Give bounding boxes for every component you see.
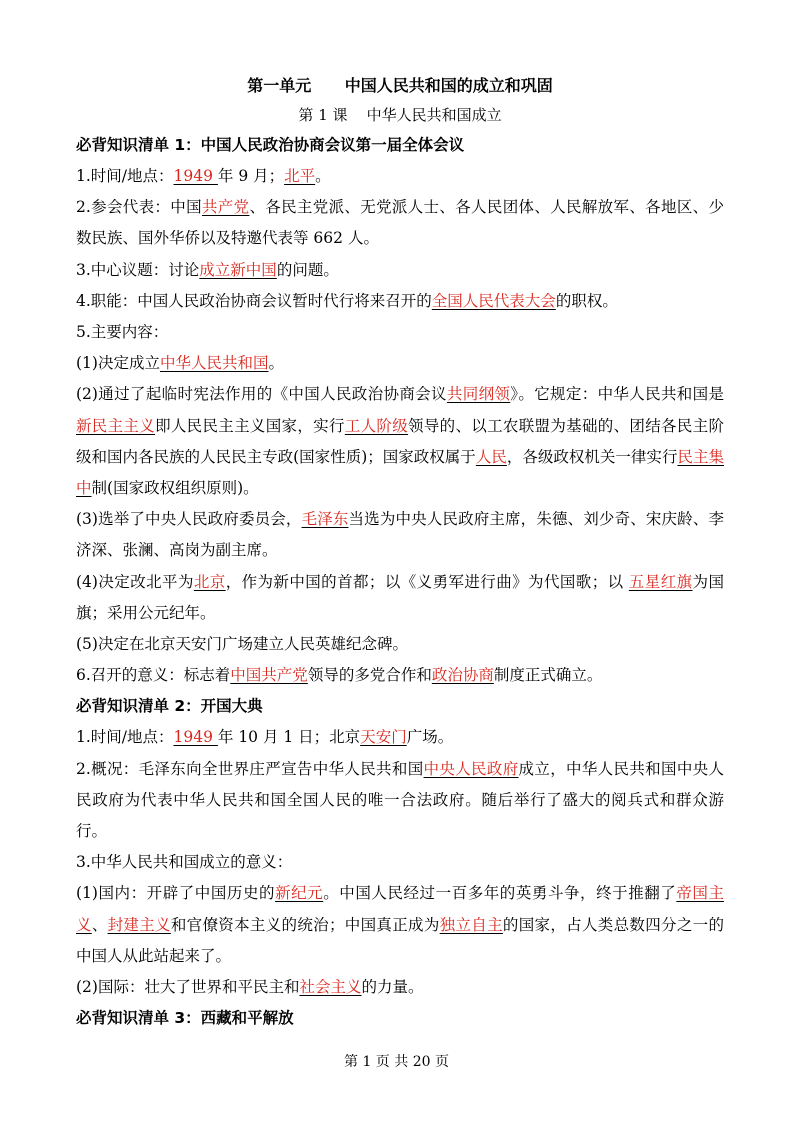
paragraph [76, 567, 724, 629]
paragraph [76, 286, 724, 317]
keyword-answer: 工人阶级 [344, 416, 409, 435]
text-run: 领导的、以工农联盟为基础的、团结各民主阶级和国内各民族的人民民主专政(国家性质)；国家政权属于 [76, 416, 724, 466]
text-run: 、各民主党派、无党派人士、各人民团体、人民解放军、各地区、少数民族、国外华侨以及特邀代表等 662 人。 [76, 198, 724, 248]
keyword-answer: 天安门 [360, 728, 407, 747]
text-run: 1.时间/地点： [76, 728, 174, 747]
text-run: (3)选举了中央人民政府委员会， [76, 510, 302, 529]
text-run: 年 10 月 1 日；北京 [217, 728, 361, 747]
text-run: 制度正式确立。 [493, 666, 603, 685]
text-run: 。中国人民经过一百多年的英勇斗争，终于推翻了 [323, 884, 677, 903]
section-heading: 必背知识清单 3：西藏和平解放 [76, 1009, 294, 1028]
unit-title: 第一单元 中国人民共和国的成立和巩固 [247, 76, 553, 95]
keyword-answer: 封建主义 [107, 915, 171, 934]
text-run: (4)决定改北平为 [76, 572, 194, 591]
text-run: 制(国家政权组织原则)。 [91, 479, 259, 498]
text-run: 2.概况：毛泽东向全世界庄严宣告中华人民共和国 [76, 759, 424, 778]
text-run: 领导的多党合作和 [307, 666, 432, 685]
text-run: 3.中华人民共和国成立的意义： [76, 853, 293, 872]
keyword-answer: 全国人民代表大会 [431, 291, 556, 310]
text-run: 。 [268, 354, 284, 373]
section-heading: 必背知识清单 1：中国人民政治协商会议第一届全体会议 [76, 136, 465, 154]
keyword-answer: 中央人民政府 [423, 759, 519, 778]
paragraph [76, 722, 724, 753]
text-run: 的问题。 [276, 260, 339, 279]
keyword-answer: 中国共产党 [230, 666, 308, 685]
keyword-answer: 帝国主义 [76, 884, 724, 934]
keyword-answer: 北京 [193, 572, 226, 591]
text-run: 6.召开的意义：标志着 [76, 666, 231, 685]
keyword-answer: 北平 [284, 167, 316, 185]
paragraph [76, 348, 724, 379]
keyword-answer: 人民 [475, 447, 507, 466]
text-run: 2.参会代表：中国 [76, 198, 202, 217]
keyword-answer: 1949 [173, 728, 218, 747]
paragraph [76, 660, 724, 691]
text-run: 的职权。 [555, 291, 618, 310]
text-run: 3.中心议题：讨论 [76, 260, 200, 279]
text-run: 》。它规定：中华人民共和国是 [510, 385, 724, 404]
keyword-answer: 社会主义 [299, 978, 362, 997]
text-run: (2)通过了起临时宪法作用的《中国人民政治协商会议 [76, 385, 447, 404]
text-run: 即人民民主主义国家，实行 [155, 416, 345, 435]
keyword-answer: 独立自主 [439, 915, 503, 934]
keyword-answer: 毛泽东 [301, 510, 349, 529]
text-run: 1.时间/地点： [76, 167, 174, 185]
keyword-answer: 成立新中国 [199, 260, 277, 279]
text-run: (1)国内：开辟了中国历史的 [76, 884, 276, 903]
text-run: (5)决定在北京天安门广场建立人民英雄纪念碑。 [76, 635, 408, 654]
text-run: 4.职能：中国人民政治协商会议暂时代行将来召开的 [76, 291, 432, 310]
page-footer: 第 1 页 共 20 页 [344, 1054, 449, 1070]
paragraph [76, 504, 724, 566]
section-heading: 必背知识清单 2：开国大典 [76, 697, 263, 716]
keyword-answer: 政治协商 [431, 666, 494, 685]
text-run: 年 9 月； [217, 167, 285, 185]
keyword-answer: 1949 [173, 167, 218, 185]
paragraph [76, 161, 724, 192]
paragraph [76, 255, 724, 286]
text-run: 为国旗；采用公元纪年。 [76, 572, 724, 622]
text-run: ，各级政权机关一律实行 [506, 447, 678, 466]
text-run: (2)国际：壮大了世界和平民主和 [76, 978, 300, 997]
text-run: 广场。 [406, 728, 454, 747]
keyword-answer: 民主集中 [76, 447, 724, 498]
text-run: 5.主要内容： [76, 323, 169, 342]
keyword-answer: 共产党 [201, 198, 250, 217]
text-run: 、 [91, 915, 108, 934]
paragraph [76, 847, 724, 878]
text-run: 和官僚资本主义的统治；中国真正成为 [170, 915, 440, 934]
text-run: (1)决定成立 [76, 354, 160, 373]
paragraph [76, 754, 724, 848]
keyword-answer: 新民主主义 [76, 416, 156, 435]
paragraph [76, 878, 724, 972]
text-run: 成立，中华人民共和国中央人民政府为代表中华人民共和国全国人民的唯一合法政府。随后举行了盛大的阅兵式和群众游行。 [76, 759, 724, 841]
paragraph [76, 317, 724, 348]
text-run: 的国家，占人类总数四分之一的中国人从此站起来了。 [76, 915, 724, 965]
paragraph [76, 972, 724, 1003]
text-run: 。 [315, 167, 331, 185]
keyword-answer: 共同纲领 [446, 385, 511, 404]
text-run: ，作为新中国的首都；以《义勇军进行曲》为代国歌；以 [225, 572, 629, 591]
paragraph [76, 379, 724, 504]
text-run: 当选为中央人民政府主席，朱德、刘少奇、宋庆龄、李济深、张澜、高岗为副主席。 [76, 510, 724, 560]
paragraph [76, 192, 724, 254]
keyword-answer: 中华人民共和国 [159, 354, 269, 373]
text-run: 的力量。 [361, 978, 424, 997]
lesson-title: 第 1 课 中华人民共和国成立 [298, 106, 502, 124]
keyword-answer: 五星红旗 [628, 572, 693, 591]
document-body [76, 72, 724, 1034]
keyword-answer: 新纪元 [275, 884, 324, 903]
content-area [76, 130, 724, 1034]
paragraph [76, 629, 724, 660]
